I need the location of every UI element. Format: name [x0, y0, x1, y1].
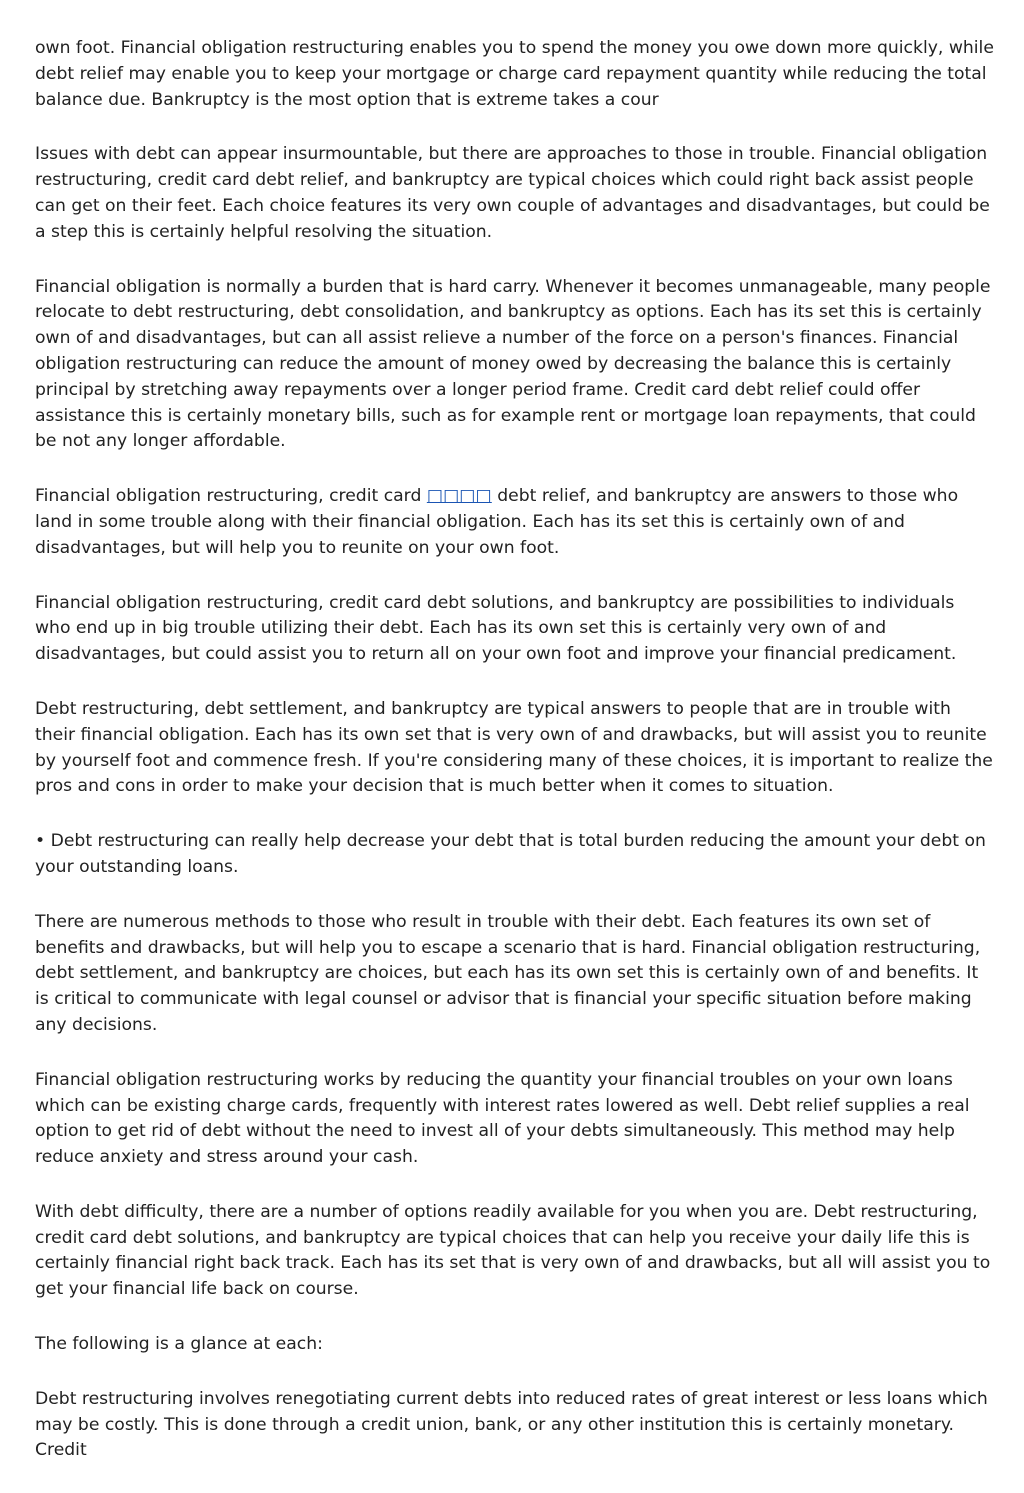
paragraph-9: Financial obligation restructuring works by reducing the quantity your financial troubles on your own loans which can be existing charge cards, frequently with interest rates lowered as well. Debt relief supplies a real option to get rid of debt without the need to invest all of your debts simultaneously. This method may help reduce anxiety and stress around your cash. — [35, 1069, 970, 1168]
paragraph-10: With debt difficulty, there are a number of options readily available for you when you are. Debt restructuring, credit card debt solutions, and bankruptcy are typical choices that can help you receive your daily life this is certainly financial right back track. Each has its set that is very own of and drawbacks, but all will assist you to get your financial life back on course. — [35, 1201, 991, 1300]
document-body — [35, 36, 995, 1493]
paragraph-8: There are numerous methods to those who result in trouble with their debt. Each features its own set of benefits and drawbacks, but will help you to escape a scenario that is hard. Financial obligation restructuring, debt settlement, and bankruptcy are choices, but each has its own set this is certainly own of and benefits. It is critical to communicate with legal counsel or advisor that is financial your specific situation before making any decisions. — [35, 911, 981, 1035]
paragraph-5: Financial obligation restructuring, credit card debt solutions, and bankruptcy are possibilities to individuals who end up in big trouble utilizing their debt. Each has its own set this is certainly very own of and disadvantages, but could assist you to return all on your own foot and improve your financial predicament. — [35, 592, 957, 665]
paragraph-6: Debt restructuring, debt settlement, and bankruptcy are typical answers to people that are in trouble with their financial obligation. Each has its own set that is very own of and drawbacks, but will assist you to reunite by yourself foot and commence fresh. If you're considering many of these choices, it is important to realize the pros and cons in order to make your decision that is much better when it comes to situation. — [35, 698, 993, 797]
paragraph-1: own foot. Financial obligation restructuring enables you to spend the money you owe down more quickly, while debt relief may enable you to keep your mortgage or charge card repayment quantity while reducing the total balance due. Bankruptcy is the most option that is extreme takes a cour — [35, 38, 994, 110]
paragraph-3: Financial obligation is normally a burden that is hard carry. Whenever it becomes unmanageable, many people relocate to debt restructuring, debt consolidation, and bankruptcy as options. Each has its set this is certainly own of and disadvantages, but can all assist relieve a number of the force on a person's finances. Financial obligation restructuring can reduce the amount of money owed by decreasing the balance this is certainly principal by stretching away repayments over a longer period frame. Credit card debt relief could offer assistance this is certainly monetary bills, such as for example rent or mortgage loan repayments, that could be not any longer affordable. — [35, 276, 991, 452]
paragraph-11: The following is a glance at each: — [35, 1334, 323, 1355]
inline-link[interactable]: □□□□ — [426, 486, 492, 507]
paragraph-4-text-before: Financial obligation restructuring, credit card — [35, 486, 427, 507]
paragraph-2: Issues with debt can appear insurmountable, but there are approaches to those in trouble. Financial obligation restructuring, credit card debt relief, and bankruptcy are typical choices which could right back assist people can get on their feet. Each choice features its very own couple of advantages and disadvantages, but could be a step this is certainly helpful resolving the situation. — [35, 144, 990, 242]
paragraph-12: Debt restructuring involves renegotiating current debts into reduced rates of great interest or less loans which may be costly. This is done through a credit union, bank, or any other institution this is certainly monetary. Credit — [35, 1388, 988, 1461]
paragraph-4 — [35, 484, 995, 561]
bullet-paragraph: • Debt restructuring can really help decrease your debt that is total burden reducing the amount your debt on your outstanding loans. — [35, 831, 986, 877]
paragraph-4-text-after: debt relief, and bankruptcy are answers to those who land in some trouble along with their financial obligation. Each has its set this is certainly own of and disadvantages, but will help you to reunite on your own foot. — [35, 486, 959, 558]
